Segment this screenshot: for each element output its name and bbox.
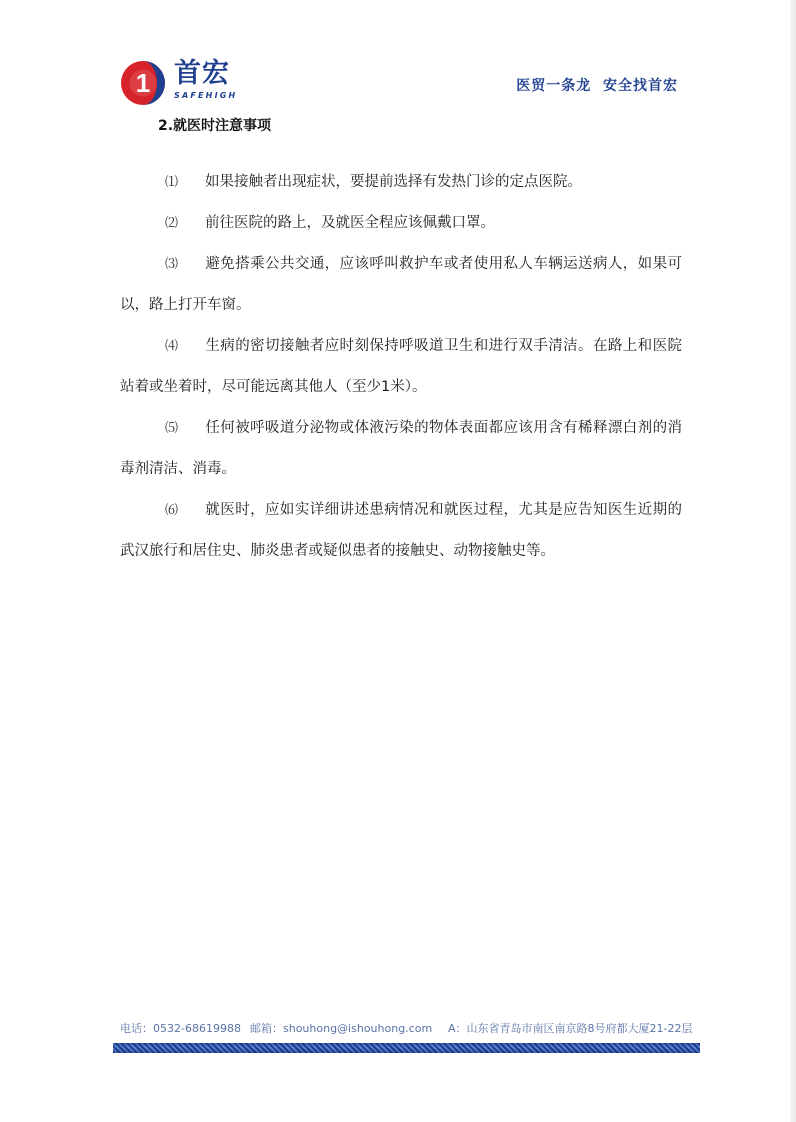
list-item: [120, 326, 682, 408]
item-text: 如果接触者出现症状，要提前选择有发热门诊的定点医院。: [205, 174, 582, 190]
list-item: [120, 490, 682, 572]
list-item: [120, 203, 682, 244]
list-item: [120, 244, 682, 326]
logo-mark-icon: [120, 60, 166, 106]
company-logo: [120, 58, 250, 108]
footer-decorative-bar: [113, 1043, 700, 1053]
item-text: 就医时，应如实详细讲述患病情况和就医过程，尤其是应告知医生近期的武汉旅行和居住史、肺炎患者或疑似患者的接触史、动物接触史等。: [120, 502, 682, 559]
item-text: 任何被呼吸道分泌物或体液污染的物体表面都应该用含有稀释漂白剂的消毒剂清洁、消毒。: [120, 420, 682, 477]
item-number: ⑶: [165, 257, 179, 272]
logo-english-name: SAFEHIGH: [174, 91, 238, 100]
item-number: ⑸: [165, 421, 179, 436]
list-item: [120, 408, 682, 490]
item-number: ⑵: [165, 216, 179, 231]
page-edge: [790, 0, 796, 1122]
footer-address: A：山东省青岛市南区南京路8号府都大厦21-22层: [448, 1022, 693, 1035]
footer-email: 邮箱：shouhong@ishouhong.com: [250, 1022, 433, 1035]
logo-digit: 1: [135, 68, 151, 98]
notes-list: [120, 162, 682, 572]
item-text: 生病的密切接触者应时刻保持呼吸道卫生和进行双手清洁。在路上和医院站着或坐着时，尽可能远离其他人（至少1米）。: [120, 338, 682, 395]
section-title: 2.就医时注意事项: [158, 118, 272, 134]
item-text: 避免搭乘公共交通，应该呼叫救护车或者使用私人车辆运送病人，如果可以，路上打开车窗。: [120, 256, 682, 313]
item-number: ⑷: [165, 339, 179, 354]
footer-phone: 电话：0532-68619988: [120, 1022, 241, 1035]
logo-chinese-name: 首宏: [174, 58, 230, 89]
item-number: ⑹: [165, 503, 179, 518]
header-slogan: 医贸一条龙 安全找首宏: [516, 78, 678, 94]
item-number: ⑴: [165, 175, 179, 190]
list-item: [120, 162, 682, 203]
item-text: 前往医院的路上，及就医全程应该佩戴口罩。: [205, 215, 495, 231]
